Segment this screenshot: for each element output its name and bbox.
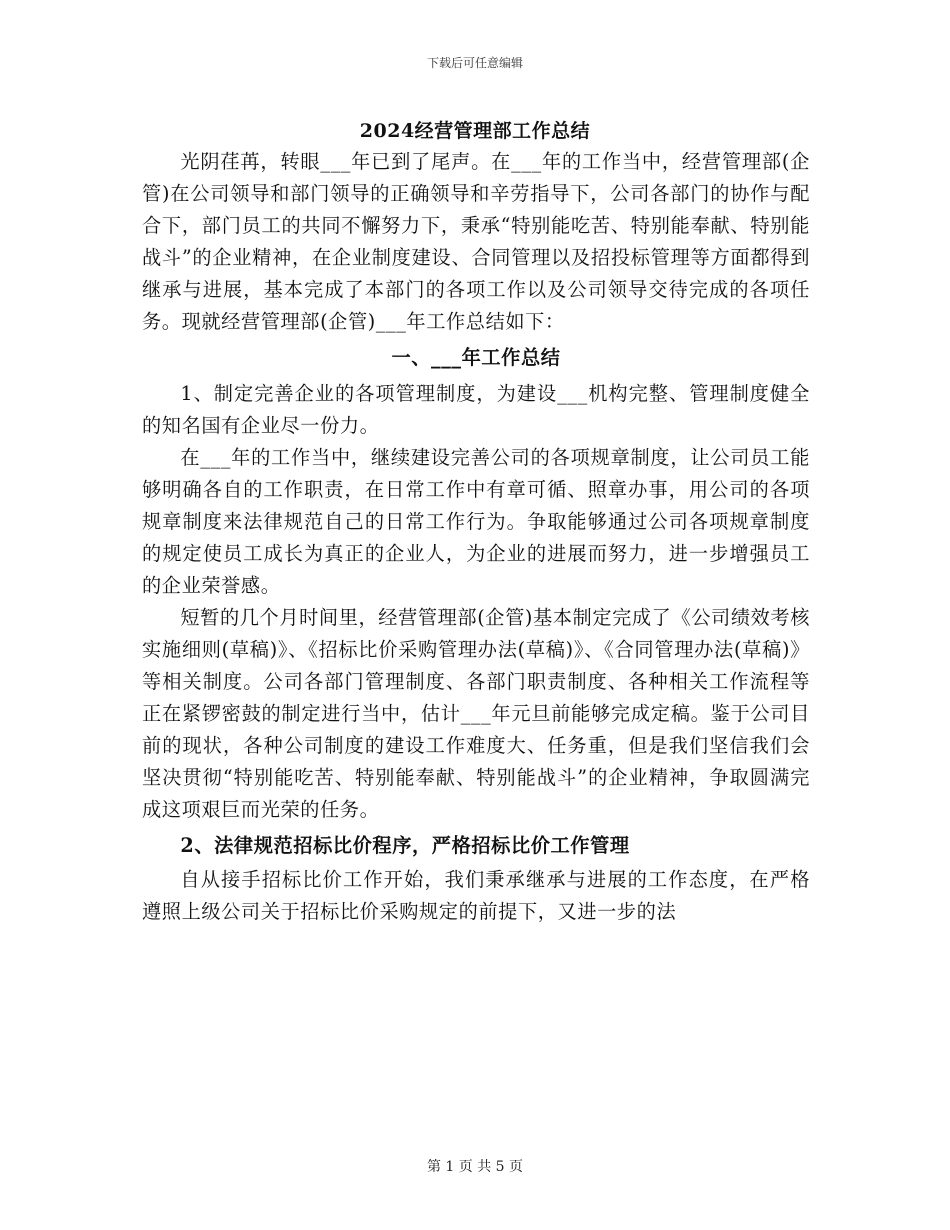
sub-heading: 2、法律规范招标比价程序，严格招标比价工作管理	[180, 834, 630, 857]
body-paragraph: 自从接手招标比价工作开始，我们秉承继承与进展的工作态度，在严格遵照上级公司关于招标比价采购规定的前提下，又进一步的法	[142, 868, 810, 923]
document-title: 2024经营管理部工作总结	[359, 120, 591, 142]
intro-paragraph: 光阴荏苒，转眼___年已到了尾声。在___年的工作当中，经营管理部(企管)在公司领导和部门领导的正确领导和辛劳指导下，公司各部门的协作与配合下，部门员工的共同不懈努力下，秉承“特别能吃苦、特别能奉献、特别能战斗”的企业精神，在企业制度建设、合同管理以及招投标管理等方面都得到继承与进展，基本完成了本部门的各项工作以及公司领导交待完成的各项任务。现就经营管理部(企管)___年工作总结如下：	[142, 150, 810, 333]
page-number: 第 1 页 共 5 页	[426, 1159, 524, 1175]
page-header-note: 下载后可任意编辑	[426, 56, 523, 70]
document-body	[142, 146, 810, 928]
body-paragraph: 短暂的几个月时间里，经营管理部(企管)基本制定完成了《公司绩效考核实施细则(草稿)》、《招标比价采购管理办法(草稿)》、《合同管理办法(草稿)》等相关制度。公司各部门管理制度、各部门职责制度、各种相关工作流程等正在紧锣密鼓的制定进行当中，估计___年元旦前能够完成定稿。鉴于公司目前的现状，各种公司制度的建设工作难度大、任务重，但是我们坚信我们会坚决贯彻“特别能吃苦、特别能奉献、特别能战斗”的企业精神，争取圆满完成这项艰巨而光荣的任务。	[142, 606, 810, 821]
body-paragraph: 在___年的工作当中，继续建设完善公司的各项规章制度，让公司员工能够明确各自的工作职责，在日常工作中有章可循、照章办事，用公司的各项规章制度来法律规范自己的日常工作行为。争取能够通过公司各项规章制度的规定使员工成长为真正的企业人，为企业的进展而努力，进一步增强员工的企业荣誉感。	[142, 446, 810, 597]
section-heading: 一、___年工作总结	[391, 346, 561, 369]
item-1-paragraph: 1、制定完善企业的各项管理制度，为建设___机构完整、管理制度健全的知名国有企业尽一份力。	[142, 382, 810, 437]
